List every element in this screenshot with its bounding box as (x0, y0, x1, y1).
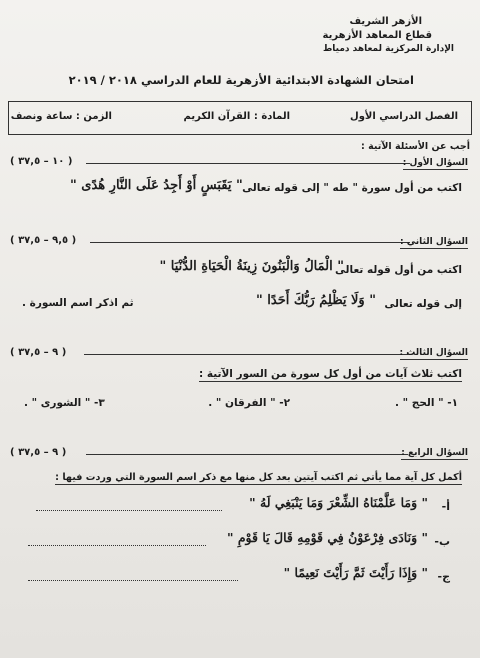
q2-suffix: ثم اذكر اسم السورة . (22, 297, 134, 309)
q2-label: السؤال الثاني : (399, 237, 468, 247)
subject-label: المادة : القرآن الكريم (183, 111, 290, 122)
q2-prompt: اكتب من أول قوله تعالى (334, 264, 462, 276)
q3-label: السؤال الثالث : (399, 348, 468, 358)
q2-score: ( ٩,٥ – ٣٧,٥ ) (10, 235, 77, 246)
q4-item-c-verse: " وَإِذَا رَأَيْتَ ثَمَّ رَأَيْتَ نَعِيمًا " (283, 565, 428, 580)
authority-line-1: الأزهر الشريف (349, 16, 422, 27)
q3-score: ( ٩ – ٣٧,٥ ) (10, 347, 67, 358)
q1-label: السؤال الأول : (402, 158, 468, 168)
q1-verse: " يَقَبَسٍ أَوْ أَجِدُ عَلَى النَّارِ هُدًى " (70, 178, 243, 193)
q4-item-a-answer-line[interactable] (36, 499, 222, 511)
q3-item-1: ١- " الحج " . (394, 397, 458, 409)
authority-line-2: قطاع المعاهد الأزهرية (322, 30, 432, 41)
q1-divider (86, 163, 410, 164)
authority-line-3: الإدارة المركزية لمعاهد دمياط (322, 44, 454, 54)
exam-title: امتحان الشهادة الابتدائية الأزهرية للعام الدراسي ٢٠١٨ / ٢٠١٩ (68, 73, 414, 87)
q4-item-a-verse: " وَمَا عَلَّمْنَاهُ الشِّعْرَ وَمَا يَنْبَغِي لَهُ " (249, 495, 428, 510)
q2-prompt-2: إلى قوله تعالى (384, 298, 462, 310)
instructions: أجب عن الأسئلة الآتية : (361, 141, 470, 152)
duration-label: الزمن : ساعة ونصف (10, 111, 112, 122)
q4-item-b-verse: " وَنَادَى فِرْعَوْنُ فِي قَوْمِهِ قَالَ يَا قَوْمِ " (226, 530, 428, 545)
q4-divider (86, 454, 408, 455)
q3-item-2: ٢- " الفرقان " . (208, 397, 290, 409)
q2-divider (90, 242, 410, 243)
q2-verse-start: " الْمَالُ وَالْبَنُونَ زِينَةُ الْحَيَاةِ الدُّنْيَا " (159, 259, 344, 274)
q4-item-c-letter: ج- (437, 570, 450, 583)
q4-item-c-answer-line[interactable] (28, 569, 238, 581)
q3-item-3: ٣- " الشورى " . (24, 397, 105, 409)
q1-prompt: اكتب من أول سورة " طه " إلى قوله تعالى (242, 182, 462, 194)
q4-score: ( ٩ – ٣٧,٥ ) (10, 447, 67, 458)
q4-item-b-answer-line[interactable] (28, 534, 206, 546)
q4-item-b-letter: ب- (434, 535, 450, 548)
q3-divider (84, 354, 408, 355)
q2-verse-end: " وَلَا يَظْلِمُ رَبُّكَ أَحَدًا " (255, 293, 376, 308)
q4-prompt: أكمل كل آية مما يأتي ثم اكتب آيتين بعد كل منها مع ذكر اسم السورة التي وردت فيها : (55, 472, 462, 483)
q4-label: السؤال الرابع : (401, 448, 468, 458)
q4-item-a-letter: أ- (441, 500, 450, 513)
q3-prompt: اكتب ثلاث آيات من أول كل سورة من السور الآتية : (199, 368, 462, 380)
q1-score: ( ١٠ – ٣٧,٥ ) (10, 156, 73, 167)
term-label: الفصل الدراسي الأول (350, 111, 458, 122)
